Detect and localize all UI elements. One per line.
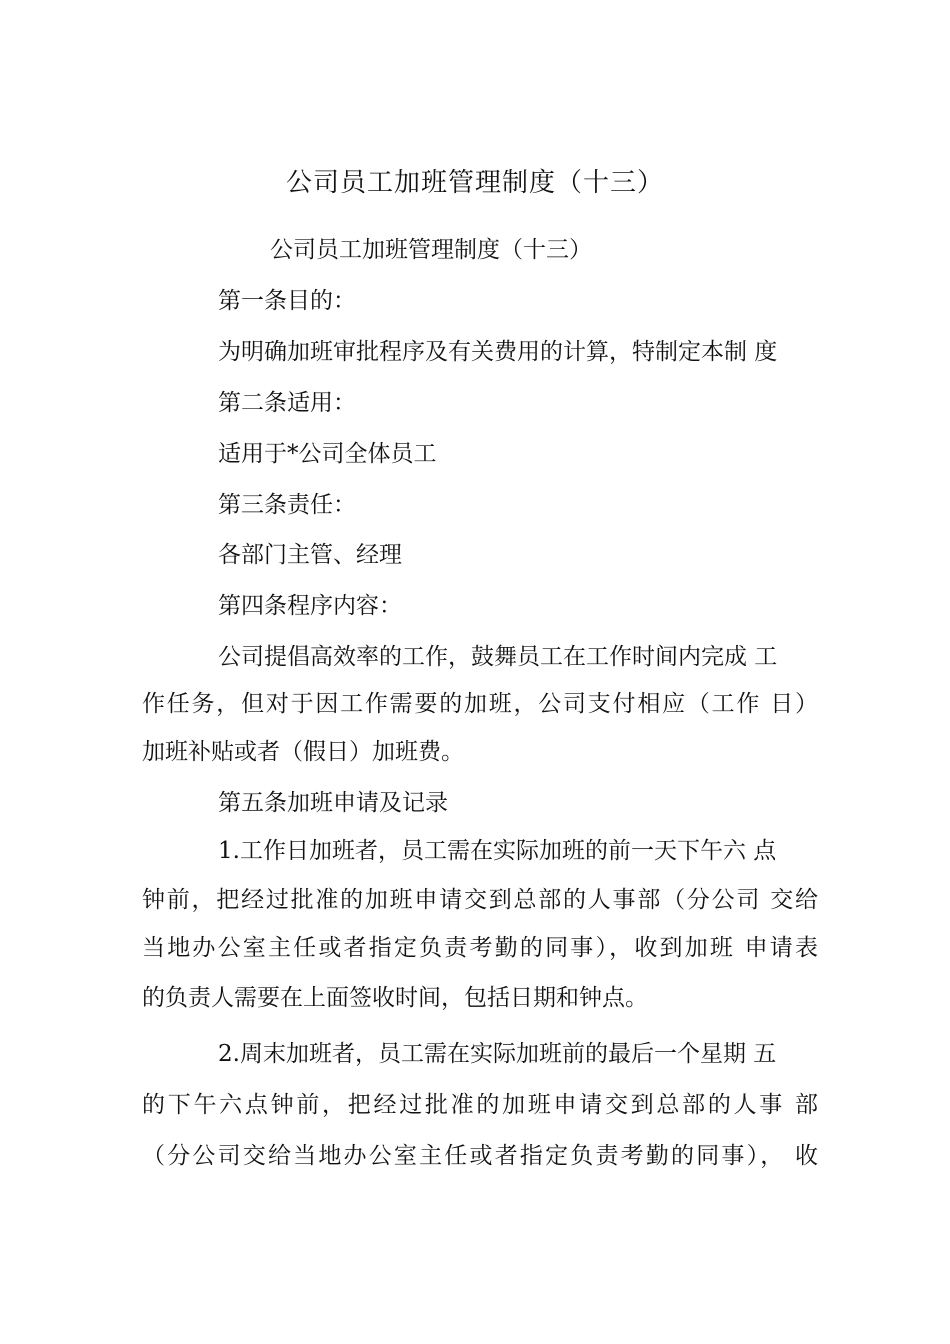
paragraph-line: 适用于*公司全体员工	[218, 441, 437, 467]
document-title: 公司员工加班管理制度（十三）	[285, 168, 664, 198]
paragraph-line: 加班补贴或者（假日）加班费。	[142, 739, 464, 765]
paragraph-line: 的负责人需要在上面签收时间，包括日期和钟点。	[142, 985, 648, 1011]
paragraph-line: 的下午六点钟前，把经过批准的加班申请交到总部的人事 部	[142, 1092, 818, 1118]
paragraph-line: 公司提倡高效率的工作，鼓舞员工在工作时间内完成 工	[218, 644, 778, 670]
article-2-heading: 第二条适用：	[218, 390, 356, 416]
paragraph-line: 钟前，把经过批准的加班申请交到总部的人事部（分公司 交给	[142, 887, 818, 913]
paragraph-line: 2.周末加班者，员工需在实际加班前的最后一个星期 五	[218, 1041, 777, 1067]
paragraph-line: 1.工作日加班者，员工需在实际加班的前一天下午六 点	[218, 838, 777, 864]
paragraph-line: 为明确加班审批程序及有关费用的计算，特制定本制 度	[218, 339, 778, 365]
paragraph-line: 当地办公室主任或者指定负责考勤的同事），收到加班 申请表	[142, 935, 818, 961]
paragraph-line: （分公司交给当地办公室主任或者指定负责考勤的同事）， 收	[142, 1143, 818, 1169]
article-3-heading: 第三条责任：	[218, 492, 356, 518]
document-subtitle: 公司员工加班管理制度（十三）	[270, 237, 592, 263]
paragraph-line: 各部门主管、经理	[218, 542, 402, 568]
article-5-heading: 第五条加班申请及记录	[218, 790, 448, 816]
article-4-heading: 第四条程序内容：	[218, 593, 402, 619]
paragraph-line: 作任务，但对于因工作需要的加班，公司支付相应（工作 日）	[142, 691, 818, 717]
article-1-heading: 第一条目的：	[218, 288, 356, 314]
